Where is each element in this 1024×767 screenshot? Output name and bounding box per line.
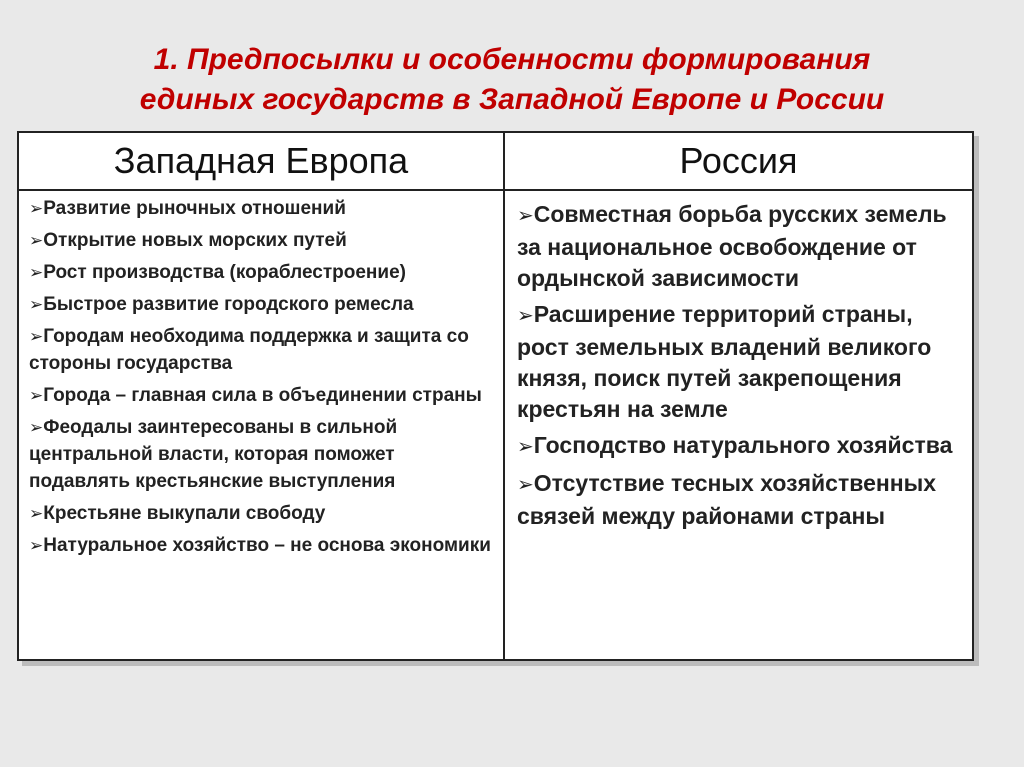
arrow-bullet-icon: ➢ [29, 386, 44, 405]
arrow-bullet-icon: ➢ [29, 231, 44, 250]
slide-title-line-2: единых государств в Западной Европе и России [139, 83, 885, 116]
list-item: ➢Быстрое развитие городского ремесла [29, 291, 495, 318]
list-item: ➢Крестьяне выкупали свободу [29, 500, 495, 527]
arrow-bullet-icon: ➢ [29, 327, 44, 346]
arrow-bullet-icon: ➢ [517, 305, 534, 327]
russia-list [505, 191, 972, 532]
list-item: ➢Развитие рыночных отношений [29, 195, 495, 222]
list-item: ➢Отсутствие тесных хозяйственных связей между районами страны [517, 470, 937, 529]
list-item: ➢Рост производства (кораблестроение) [29, 259, 495, 286]
arrow-bullet-icon: ➢ [517, 205, 534, 227]
list-item: ➢Совместная борьба русских земель за национальное освобождение от ордынской зависимости [517, 201, 947, 291]
arrow-bullet-icon: ➢ [29, 199, 44, 218]
arrow-bullet-icon: ➢ [29, 418, 44, 437]
arrow-bullet-icon: ➢ [29, 263, 44, 282]
arrow-bullet-icon: ➢ [29, 536, 44, 555]
arrow-bullet-icon: ➢ [29, 295, 44, 314]
arrow-bullet-icon: ➢ [517, 436, 534, 458]
arrow-bullet-icon: ➢ [517, 474, 534, 496]
arrow-bullet-icon: ➢ [29, 504, 44, 523]
list-item: ➢Города – главная сила в объединении страны [29, 382, 495, 409]
table-body-row [18, 190, 973, 660]
western-europe-list [19, 191, 503, 559]
table-header-row [18, 132, 973, 190]
russia-cell [504, 190, 973, 660]
list-item: ➢Феодалы заинтересованы в сильной центральной власти, которая поможет подавлять крестьянские выступления [29, 414, 495, 495]
slide-title [0, 40, 1024, 120]
header-russia: Россия [504, 132, 973, 190]
list-item: ➢Открытие новых морских путей [29, 227, 495, 254]
list-item: ➢Городам необходима поддержка и защита со стороны государства [29, 323, 495, 377]
western-europe-cell [18, 190, 504, 660]
slide-title-line-1: 1. Предпосылки и особенности формирования [153, 43, 871, 76]
header-western-europe: Западная Европа [18, 132, 504, 190]
list-item: ➢Натуральное хозяйство – не основа экономики [29, 532, 495, 559]
list-item: ➢Расширение территорий страны, рост земельных владений великого князя, поиск путей закрепощения крестьян на земле [517, 301, 932, 422]
comparison-table [17, 131, 974, 661]
list-item: ➢Господство натурального хозяйства [517, 430, 962, 463]
